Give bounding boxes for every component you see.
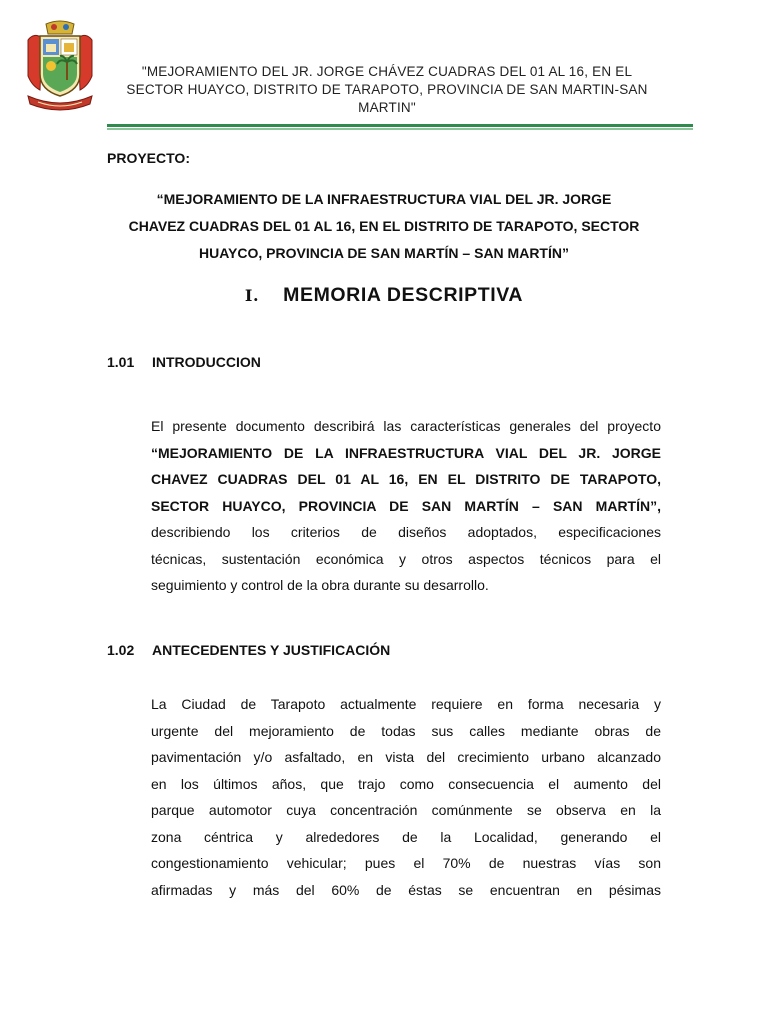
paragraph-line-bold: “MEJORAMIENTO DE LA INFRAESTRUCTURA VIAL DEL JR. JORGE [151,444,661,461]
subsection-number: 1.02 [107,642,135,658]
paragraph-line: seguimiento y control de la obra durante su desarrollo. [151,577,489,593]
paragraph-line: en los últimos años, que trajo como consecuencia el aumento del [151,775,661,792]
header-title-line: SECTOR HUAYCO, DISTRITO DE TARAPOTO, PROVINCIA DE SAN MARTIN-SAN [126,82,648,97]
paragraph-line: describiendo los criterios de diseños adoptados, especificaciones [151,524,661,540]
section-title: MEMORIA DESCRIPTIVA [283,284,524,306]
section-heading [107,284,661,307]
subsection-title: ANTECEDENTES Y JUSTIFICACIÓN [152,642,391,658]
section-numeral: I. [244,286,260,305]
header-divider-dark [107,124,693,127]
header-title-line: MARTIN" [358,100,416,115]
paragraph-line: congestionamiento vehicular; pues el 70% de nuestras vías son [151,855,661,871]
paragraph-line: técnicas, sustentación económica y otros aspectos técnicos para el [151,550,661,567]
project-title-line: CHAVEZ CUADRAS DEL 01 AL 16, EN EL DISTRITO DE TARAPOTO, SECTOR [128,218,640,234]
project-title-line: HUAYCO, PROVINCIA DE SAN MARTÍN – SAN MARTÍN” [199,245,569,261]
paragraph-line: parque automotor cuya concentración comúnmente se observa en la [151,802,661,818]
paragraph-line: zona céntrica y alrededores de la Localidad, generando el [151,828,661,845]
project-title-line: “MEJORAMIENTO DE LA INFRAESTRUCTURA VIAL DEL JR. JORGE [156,191,612,207]
subsection-heading-introduccion [107,354,261,370]
paragraph-line: El presente documento describirá las características generales del proyecto [151,418,661,434]
page-header [0,0,768,140]
introduccion-paragraph [151,413,661,599]
subsection-heading-antecedentes [107,642,390,658]
paragraph-line: afirmadas y más del 60% de éstas se encuentran en pésimas [151,881,661,898]
antecedentes-paragraph [151,691,661,903]
paragraph-line: pavimentación y/o asfaltado, en vista del crecimiento urbano alcanzado [151,749,661,765]
paragraph-line-bold: SECTOR HUAYCO, PROVINCIA DE SAN MARTÍN – SAN MARTÍN”, [151,497,661,514]
header-project-title [106,63,668,117]
paragraph-line: La Ciudad de Tarapoto actualmente requiere en forma necesaria y [151,696,661,712]
subsection-number: 1.01 [107,354,135,370]
header-title-line: "MEJORAMIENTO DEL JR. JORGE CHÁVEZ CUADRAS DEL 01 AL 16, EN EL [141,64,633,79]
proyecto-label: PROYECTO: [107,150,190,166]
municipal-coat-of-arms-logo [24,20,96,112]
subsection-title: INTRODUCCION [152,354,261,370]
paragraph-line-bold: CHAVEZ CUADRAS DEL 01 AL 16, EN EL DISTRITO DE TARAPOTO, [151,471,661,487]
paragraph-line: urgente del mejoramiento de todas sus calles mediante obras de [151,722,661,739]
header-divider-light [107,128,693,130]
project-title [107,186,661,267]
